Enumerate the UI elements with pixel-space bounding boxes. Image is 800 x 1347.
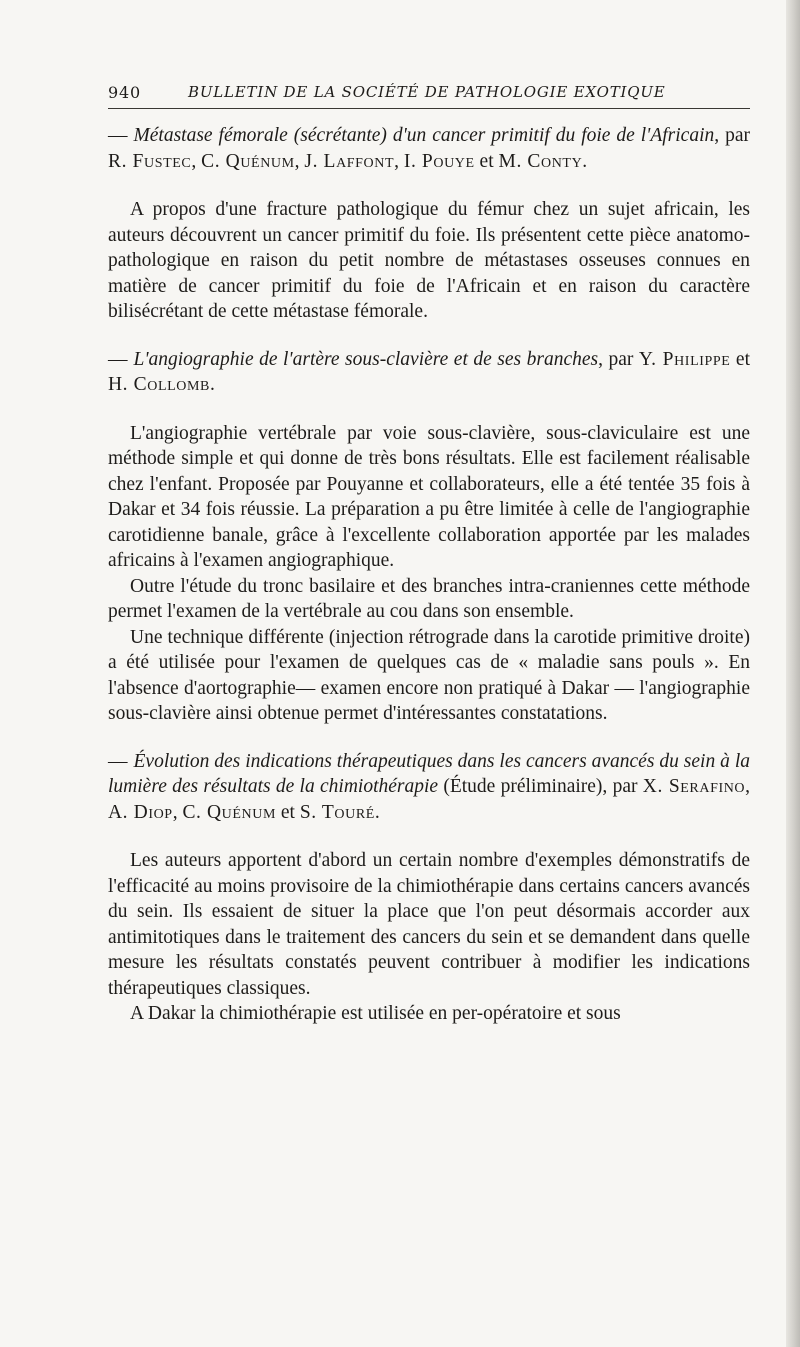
author-name: Y. Philippe — [638, 348, 731, 370]
em-dash: — — [108, 348, 128, 370]
running-head — [108, 78, 750, 109]
text-column — [108, 78, 750, 1027]
author-separator: , — [172, 801, 183, 823]
author-separator: , — [745, 776, 751, 797]
page-number: 940 — [108, 83, 141, 102]
author-name: I. Pouye — [403, 150, 475, 172]
author-separator: et — [474, 150, 499, 172]
byline-connector: (Étude préliminaire), par — [438, 776, 638, 797]
author-separator: et — [276, 801, 300, 823]
abstract-title: Métastase fémorale (sécrétante) d'un cancer primitif du foie de l'Africain — [133, 125, 715, 146]
author-name: J. Laffont — [304, 150, 395, 172]
author-separator: . — [374, 801, 380, 823]
author-separator: . — [209, 374, 215, 395]
byline-connector: , par — [714, 125, 750, 146]
author-name: C. Quénum — [201, 150, 295, 172]
author-separator: , — [394, 150, 404, 172]
abstract-title: L'angiographie de l'artère sous-clavière et de ses branches — [133, 348, 599, 370]
abstract-paragraph: A Dakar la chimiothérapie est utilisée en per-opératoire et sous — [130, 1003, 621, 1024]
abstract-paragraph: Outre l'étude du tronc basilaire et des branches intra-craniennes cette méthode permet l'examen de la vertébrale au cou dans son ensemble. — [108, 575, 750, 622]
abstract-entry-1-heading — [108, 123, 750, 174]
author-separator: , — [294, 150, 305, 172]
author-separator: . — [582, 150, 588, 172]
author-name: R. Fustec — [108, 150, 192, 172]
abstract-paragraph: Les auteurs apportent d'abord un certain nombre d'exemples démonstratifs de l'efficacité au moins provisoire de la chimiothérapie dans certains cancers avancés du sein. Ils essaient de situer la place que l'on peut désormais accorder aux antimitotiques dans le traitement des cancers du sein et se demandent dans quelle mesure les résultats constatés peuvent contribuer à modifier les indications thérapeutiques classiques. — [108, 850, 750, 999]
abstract-entry-2-heading — [108, 347, 750, 398]
author-name: A. Diop — [108, 801, 173, 823]
author-separator: , — [191, 150, 202, 172]
author-name: S. Touré — [299, 801, 375, 823]
author-name: X. Serafino — [642, 776, 746, 797]
em-dash: — — [108, 125, 128, 146]
author-name: H. Collomb — [108, 374, 210, 395]
abstract-paragraph: Une technique différente (injection rétrograde dans la carotide primitive droite) a été utilisée pour l'examen de quelques cas de « maladie sans pouls ». En l'absence d'aortographie— examen encore non pratiqué à Dakar — l'angiographie sous-clavière ainsi obtenue permet d'intéressantes constatations. — [108, 626, 750, 724]
em-dash: — — [108, 750, 128, 772]
abstract-paragraph: L'angiographie vertébrale par voie sous-clavière, sous-claviculaire est une méthode simple et qui donne de très bons résultats. Elle est facilement réalisable chez l'enfant. Proposée par Pouyanne et collaborateurs, elle a été tentée 35 fois à Dakar et 34 fois réussie. La préparation a pu être limitée à celle de l'angiographie carotidienne banale, grâce à l'excellente collaboration apportée par les malades africains à l'examen angiographique. — [108, 422, 750, 571]
journal-title: BULLETIN DE LA SOCIÉTÉ DE PATHOLOGIE EXOTIQUE — [188, 83, 666, 101]
author-name: M. Conty — [498, 150, 583, 172]
page-edge-shadow — [786, 0, 800, 1347]
author-name: C. Quénum — [182, 801, 277, 823]
byline-connector: , par — [598, 348, 634, 370]
abstract-paragraph: A propos d'une fracture pathologique du fémur chez un sujet africain, les auteurs découvrent un cancer primitif du foie. Ils présentent cette pièce anatomo-pathologique en raison du petit nombre de métastases osseuses connues en matière de cancer primitif du foie de l'Africain et en raison du caractère bilisécrétant de cette métastase fémorale. — [108, 199, 750, 322]
abstract-entry-3-heading — [108, 749, 750, 826]
author-separator: et — [730, 348, 751, 370]
abstract-title: Évolution des indications thérapeutiques dans les cancers avancés du sein à la lumière des résultats de la chimiothérapie — [108, 750, 750, 797]
